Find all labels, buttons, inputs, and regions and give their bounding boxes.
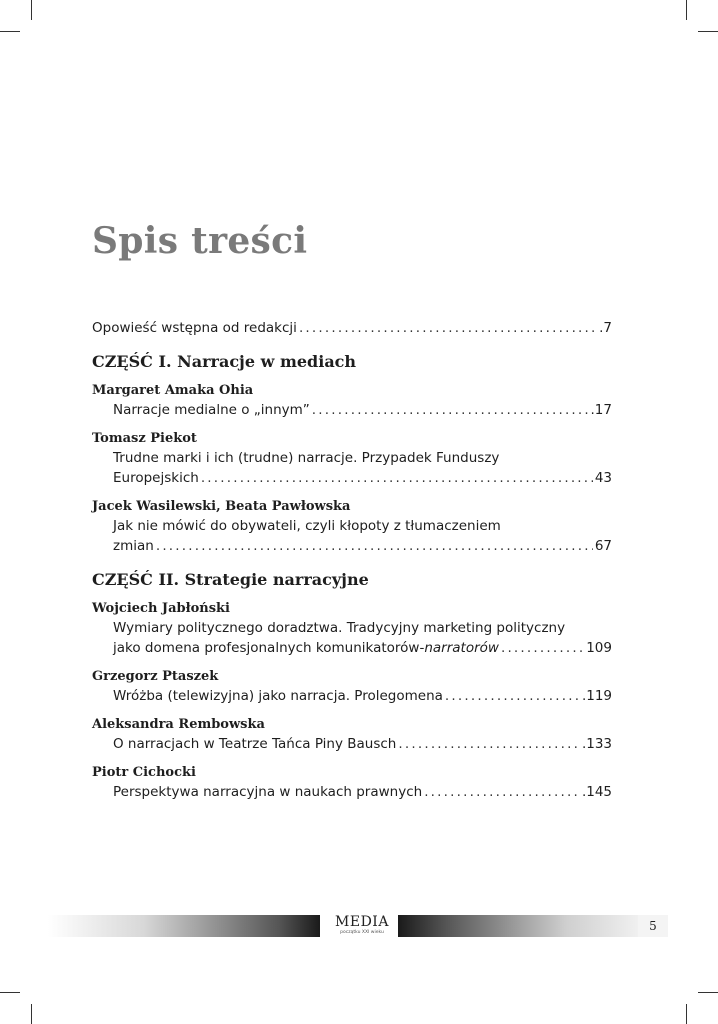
toc-entry[interactable]	[92, 599, 612, 658]
entry-title-line: Perspektywa narracyjna w naukach prawnych ..... .145	[92, 782, 612, 802]
entry-title-line: Wymiary politycznego doradztwa. Tradycyjny marketing polityczny	[113, 620, 566, 636]
part-heading: CZĘŚĆ II. Strategie narracyjne	[92, 570, 369, 589]
entry-author: Tomasz Piekot	[92, 431, 197, 446]
entry-author: Aleksandra Rembowska	[92, 717, 265, 732]
crop-mark	[686, 0, 687, 20]
entry-title-line: zmian ..... 67	[92, 536, 612, 556]
entry-title-line: Europejskich ..... 43	[92, 468, 612, 488]
toc-entry[interactable]	[92, 763, 612, 802]
toc-entry[interactable]	[92, 715, 612, 754]
footer-gradient-bar-right	[398, 915, 638, 937]
crop-mark	[686, 1004, 687, 1024]
entry-title-line: Wróżba (telewizyjna) jako narracja. Prolegomena ..... .119	[92, 686, 612, 706]
crop-mark	[698, 992, 718, 993]
entry-title-line: Trudne marki i ich (trudne) narracje. Przypadek Funduszy	[113, 450, 500, 466]
toc-entry[interactable]	[92, 429, 612, 488]
footer-gradient-bar-left	[48, 915, 320, 937]
entry-author: Margaret Amaka Ohia	[92, 383, 254, 398]
page-title: Spis treści	[92, 220, 308, 262]
toc-entry[interactable]	[92, 381, 612, 420]
crop-mark	[0, 31, 20, 32]
table-of-contents	[92, 318, 612, 802]
crop-mark	[0, 992, 20, 993]
entry-title-line: Jak nie mówić do obywateli, czyli kłopoty z tłumaczeniem	[113, 518, 501, 534]
entry-author: Jacek Wasilewski, Beata Pawłowska	[92, 499, 351, 514]
entry-author: Grzegorz Ptaszek	[92, 669, 219, 684]
entry-title-line: Narracje medialne o „innym” ..... .17	[92, 400, 612, 420]
crop-mark	[698, 31, 718, 32]
page-number: 5	[638, 915, 668, 937]
entry-title-line: O narracjach w Teatrze Tańca Piny Bausch ..... .133	[92, 734, 612, 754]
crop-mark	[31, 1004, 32, 1024]
part-heading: CZĘŚĆ I. Narracje w mediach	[92, 352, 357, 371]
entry-title-line: jako domena profesjonalnych komunikatorów-narratorów ..... 109	[92, 638, 612, 658]
toc-intro-entry[interactable]: Opowieść wstępna od redakcji ..... .7	[92, 318, 612, 338]
entry-author: Wojciech Jabłoński	[92, 601, 230, 616]
entry-author: Piotr Cichocki	[92, 765, 196, 780]
toc-entry[interactable]	[92, 497, 612, 556]
crop-mark	[31, 0, 32, 20]
publication-logo: MEDIA początku XXI wieku	[335, 914, 389, 935]
toc-entry[interactable]	[92, 667, 612, 706]
